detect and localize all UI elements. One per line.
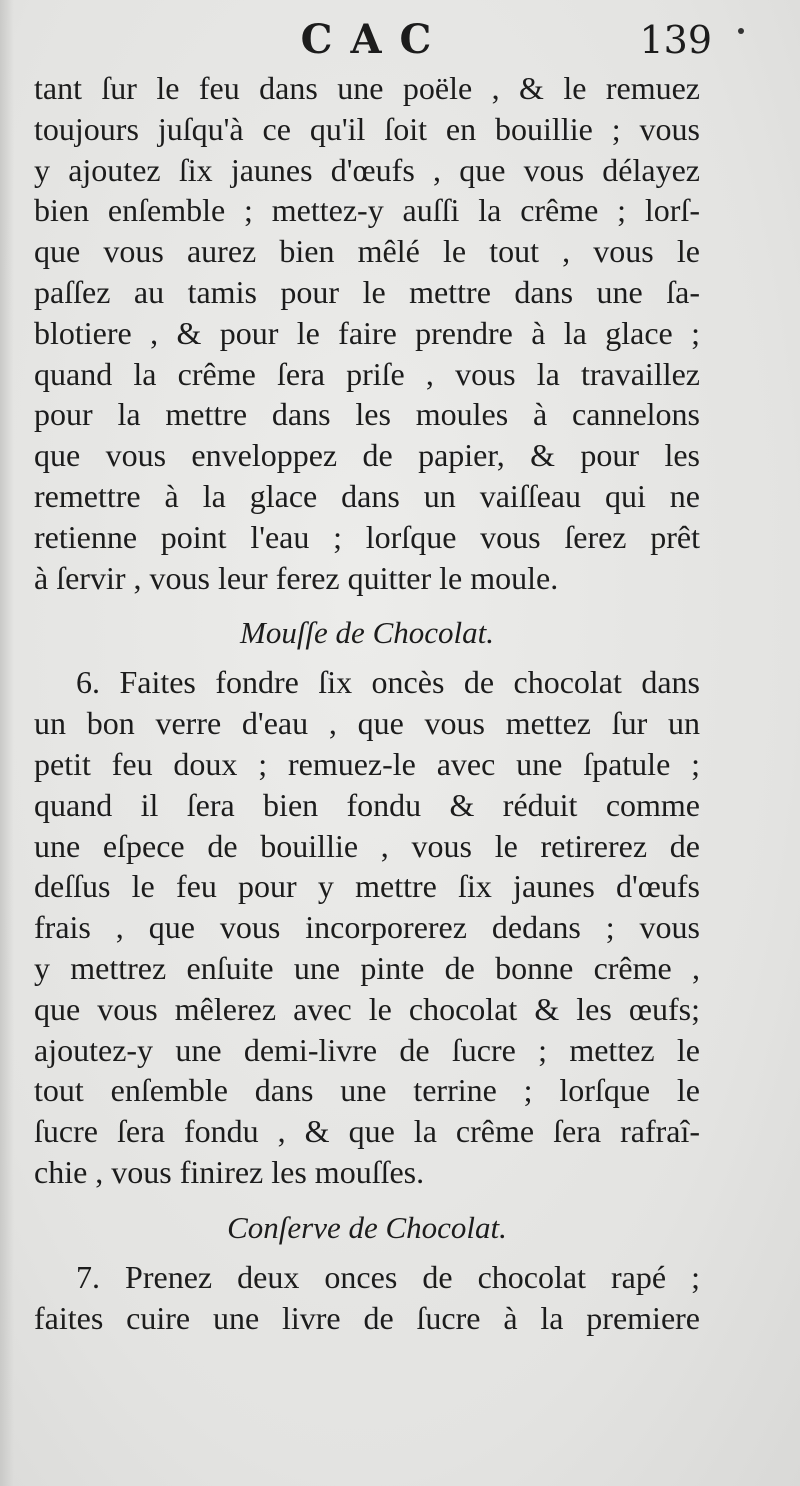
page-number: 139 xyxy=(639,18,712,62)
page-header xyxy=(30,12,720,68)
page-edge-shadow xyxy=(0,0,14,1486)
text-line: deſſus le feu pour y mettre ſix jaunes d'œufs xyxy=(34,868,700,905)
text-line: faites cuire une livre de ſucre à la premiere xyxy=(34,1299,700,1336)
text-line: y ajoutez ſix jaunes d'œufs , que vous délayez xyxy=(34,151,700,188)
running-head: CAC xyxy=(300,16,450,63)
text-line: tout enſemble dans une terrine ; lorſque le xyxy=(34,1072,700,1109)
section-heading: Conſerve de Chocolat. xyxy=(227,1209,507,1245)
text-line: blotiere , & pour le faire prendre à la glace ; xyxy=(34,314,700,351)
body-text xyxy=(34,68,700,1338)
text-line: que vous enveloppez de papier, & pour les xyxy=(34,437,700,474)
text-line: une eſpece de bouillie , vous le retirerez de xyxy=(34,827,700,864)
text-line: petit feu doux ; remuez-le avec une ſpatule ; xyxy=(34,745,700,782)
text-line: bien enſemble ; mettez-y auſſi la crême ; lorſ- xyxy=(34,192,700,229)
text-line: tant ſur le feu dans une poële , & le remuez xyxy=(34,70,700,106)
section-7 xyxy=(34,1199,700,1339)
text-line: quand il ſera bien fondu & réduit comme xyxy=(34,786,700,823)
text-line: paſſez au tamis pour le mettre dans une ſa- xyxy=(34,273,700,310)
text-line: y mettrez enſuite une pinte de bonne crême , xyxy=(34,949,700,986)
text-line: que vous mêlerez avec le chocolat & les œufs; xyxy=(34,990,700,1027)
text-line: que vous aurez bien mêlé le tout , vous le xyxy=(34,233,700,270)
section-heading: Mouſſe de Chocolat. xyxy=(240,615,494,651)
text-line: retienne point l'eau ; lorſque vous ſerez prêt xyxy=(34,518,700,555)
text-line: toujours juſqu'à ce qu'il ſoit en bouillie ; vous xyxy=(34,110,700,147)
text-line: chie , vous finirez les mouſſes. xyxy=(34,1153,425,1190)
text-line: à ſervir , vous leur ferez quitter le moule. xyxy=(34,559,559,596)
text-line: frais , que vous incorporerez dedans ; vous xyxy=(34,909,700,946)
text-line: 6. Faites fondre ſix oncès de chocolat dans xyxy=(76,664,700,701)
section-6 xyxy=(34,604,700,1192)
ink-speck xyxy=(738,28,744,34)
text-line: quand la crême ſera priſe , vous la travaillez xyxy=(34,355,700,392)
text-line: pour la mettre dans les moules à cannelons xyxy=(34,396,700,433)
text-line: un bon verre d'eau , que vous mettez ſur un xyxy=(34,705,700,742)
section-5-continuation xyxy=(34,68,700,598)
text-line: ajoutez-y une demi-livre de ſucre ; mettez le xyxy=(34,1031,700,1068)
text-line: remettre à la glace dans un vaiſſeau qui ne xyxy=(34,477,700,514)
text-line: 7. Prenez deux onces de chocolat rapé ; xyxy=(76,1258,700,1295)
text-line: ſucre ſera fondu , & que la crême ſera rafraî- xyxy=(34,1113,700,1150)
